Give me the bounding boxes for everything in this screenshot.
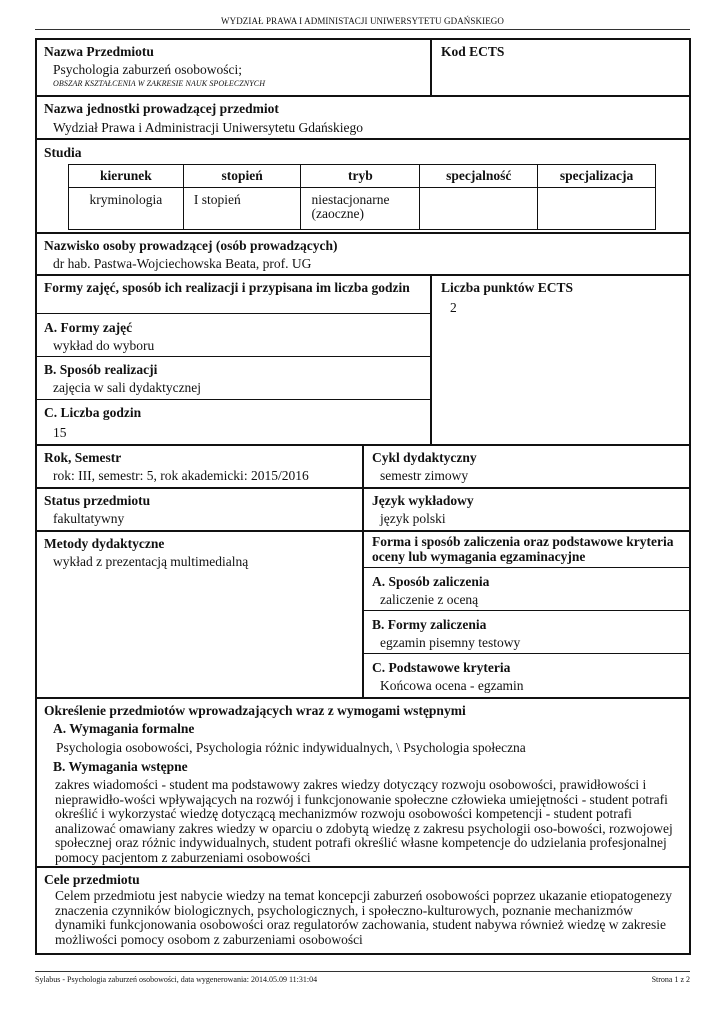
cycle-label: Cykl dydaktyczny — [372, 450, 477, 465]
divider — [362, 567, 691, 568]
studies-col-specjalnosc: specjalność — [420, 165, 538, 188]
page-footer — [35, 975, 690, 984]
divider — [362, 653, 691, 654]
divider — [35, 399, 431, 400]
ects-points-value: 2 — [450, 300, 457, 315]
divider — [35, 866, 691, 868]
lecturer-label: Nazwisko osoby prowadzącej (osób prowadzących) — [44, 238, 338, 253]
studies-col-specjalizacja: specjalizacja — [538, 165, 656, 188]
studies-col-tryb: tryb — [301, 165, 420, 188]
cycle-value: semestr zimowy — [380, 468, 469, 483]
assessment-c-label: C. Podstawowe kryteria — [372, 660, 511, 675]
goal-value: Celem przedmiotu jest nabycie wiedzy na temat koncepcji zaburzeń osobowości poprzez ukazanie etiopatogenezy znaczenia czynników biologicznych, psychologicznych, i społeczno-kulturowych, poznanie mechanizmów dynamiki funkcjonowania osobowości oraz regulatorów zachowania, student nabywa również wiedzę w zakresie możliwości pomocy osobom z zaburzeniami osobowości — [55, 888, 672, 947]
language-label: Język wykładowy — [372, 493, 474, 508]
subject-name: Psychologia zaburzeń osobowości; — [53, 62, 242, 77]
footer-divider — [35, 971, 690, 972]
studies-cell-specjalnosc — [420, 188, 538, 230]
prerequisites-a-value: Psychologia osobowości, Psychologia różnic indywidualnych, \ Psychologia społeczna — [56, 740, 526, 755]
lecturer-value: dr hab. Pastwa-Wojciechowska Beata, prof. UG — [53, 256, 312, 271]
ects-code-label: Kod ECTS — [441, 44, 505, 59]
goal-label: Cele przedmiotu — [44, 872, 140, 887]
language-value: język polski — [380, 511, 446, 526]
methods-label: Metody dydaktyczne — [44, 536, 165, 551]
divider — [35, 95, 691, 97]
studies-cell-stopien: I stopień — [183, 188, 301, 230]
unit-label: Nazwa jednostki prowadzącej przedmiot — [44, 101, 279, 116]
forms-a-value: wykład do wyboru — [53, 338, 155, 353]
year-value: rok: III, semestr: 5, rok akademicki: 2015/2016 — [53, 468, 309, 483]
assessment-a-value: zaliczenie z oceną — [380, 592, 479, 607]
divider — [35, 313, 431, 314]
divider — [362, 610, 691, 611]
forms-b-label: B. Sposób realizacji — [44, 362, 158, 377]
divider — [430, 274, 432, 446]
footer-info: Sylabus - Psychologia zaburzeń osobowości, data wygenerowania: 2014.05.09 11:31:04 — [35, 975, 318, 984]
ects-points-label: Liczba punktów ECTS — [441, 280, 574, 295]
prerequisites-b-value: zakres wiadomości - student ma podstawowy zakres wiedzy dotyczący rozwoju osobowości, prawidłowości i nieprawidło-wości wpływających na rozwój i funkcjonowanie społeczne człowieka umiejętności - student potrafi określić i wykorzystać wiedzę dotyczącą mechanizmów rozwoju osobowości kompetencji - student potrafi analizować omawiany zakres wiedzy w oparciu o zdobytą wiedzę z zakresu psychologii oso-bowości, rozwojowej społecznej oraz różnic indywidualnych, student potrafi określić własne kompetencje do udzielania profesjonalnej pomocy pacjentom z zaburzeniami osobowości — [55, 777, 673, 865]
divider — [35, 232, 691, 234]
assessment-b-value: egzamin pisemny testowy — [380, 635, 521, 650]
year-label: Rok, Semestr — [44, 450, 122, 465]
divider — [35, 138, 691, 140]
subject-area: OBSZAR KSZTAŁCENIA W ZAKRESIE NAUK SPOŁECZNYCH — [53, 79, 266, 88]
divider — [430, 38, 432, 96]
divider — [35, 356, 431, 357]
studies-cell-kierunek: kryminologia — [69, 188, 184, 230]
prerequisites-b-label: B. Wymagania wstępne — [53, 759, 188, 774]
forms-a-label: A. Formy zajęć — [44, 320, 133, 335]
studies-cell-specjalizacja — [538, 188, 656, 230]
header-divider — [35, 29, 690, 30]
forms-c-value: 15 — [53, 425, 67, 440]
status-label: Status przedmiotu — [44, 493, 151, 508]
methods-value: wykład z prezentacją multimedialną — [53, 554, 249, 569]
forms-label: Formy zajęć, sposób ich realizacji i przypisana im liczba godzin — [44, 280, 410, 295]
studies-cell-tryb: niestacjonarne (zaoczne) — [301, 188, 420, 230]
assessment-label: Forma i sposób zaliczenia oraz podstawowe kryteria oceny lub wymagania egzaminacyjne — [372, 534, 674, 564]
studies-table — [68, 164, 656, 230]
subject-label: Nazwa Przedmiotu — [44, 44, 154, 59]
forms-b-value: zajęcia w sali dydaktycznej — [53, 380, 202, 395]
studies-label: Studia — [44, 145, 82, 160]
studies-col-stopien: stopień — [183, 165, 301, 188]
status-value: fakultatywny — [53, 511, 125, 526]
prerequisites-a-label: A. Wymagania formalne — [53, 721, 195, 736]
assessment-c-value: Końcowa ocena - egzamin — [380, 678, 524, 693]
assessment-b-label: B. Formy zaliczenia — [372, 617, 487, 632]
divider — [362, 444, 364, 698]
forms-c-label: C. Liczba godzin — [44, 405, 142, 420]
divider — [35, 274, 691, 276]
page-number: Strona 1 z 2 — [651, 975, 690, 984]
prerequisites-label: Określenie przedmiotów wprowadzających wraz z wymogami wstępnymi — [44, 703, 466, 718]
assessment-a-label: A. Sposób zaliczenia — [372, 574, 490, 589]
table-row — [69, 188, 656, 230]
unit-value: Wydział Prawa i Administracji Uniwersytetu Gdańskiego — [53, 120, 363, 135]
studies-col-kierunek: kierunek — [69, 165, 184, 188]
page-header: WYDZIAŁ PRAWA I ADMINISTACJI UNIWERSYTETU GDAŃSKIEGO — [221, 16, 504, 26]
